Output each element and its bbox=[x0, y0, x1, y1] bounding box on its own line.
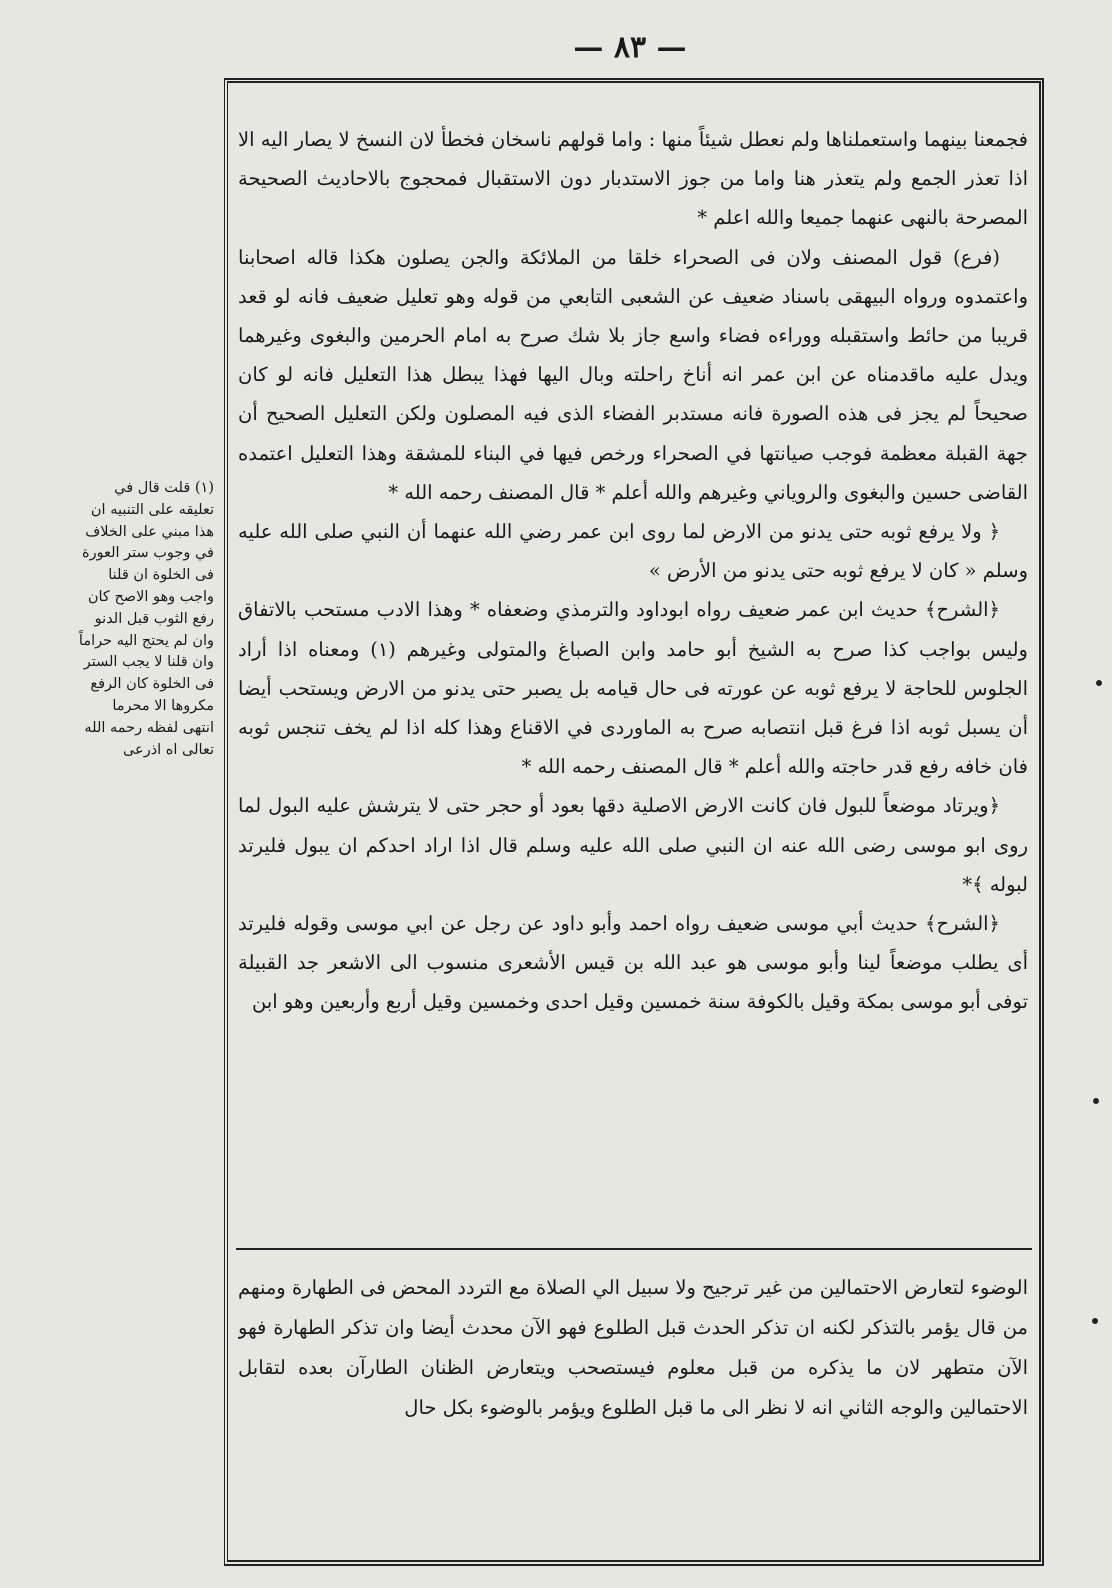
footer-commentary: الوضوء لتعارض الاحتمالين من غير ترجيح ولا سبيل الي الصلاة مع التردد المحض فى الطهارة ومنهم من قال يؤمر بالتذكر لكنه ان تذكر الحدث قبل الطلوع فهو الآن محدث أيضا وان تذكر الطهارة فهو الآن متطهر لان ما يذكره من قبل معلوم فيستصحب ويتعارض الظنان الطارآن بعده لتقابل الاحتمالين والوجه الثاني انه لا نظر الى ما قبل الطلوع ويؤمر بالوضوء بكل حال bbox=[238, 1276, 1028, 1419]
scan-speck bbox=[1096, 680, 1102, 686]
main-text-block bbox=[238, 120, 1028, 1230]
scan-speck bbox=[1093, 1098, 1099, 1104]
scan-speck bbox=[1092, 1318, 1098, 1324]
paragraph: ﴿الشرح﴾ حديث أبي موسى ضعيف رواه احمد وأبو داود عن رجل عن ابي موسى وقوله فليرتد أى يطلب موضعاً لينا وأبو موسى هو عبد الله بن قيس الأشعرى منسوب الى الاشعر جد القبيلة توفى أبو موسى بمكة وقيل بالكوفة سنة خمسين وقيل احدى وخمسين وقيل أربع وأربعين وهو ابن bbox=[238, 912, 1028, 1014]
footnote-separator bbox=[236, 1248, 1032, 1250]
page-number: — ٨٣ — bbox=[573, 30, 687, 65]
paragraph: ﴿ويرتاد موضعاً للبول فان كانت الارض الاصلية دقها بعود أو حجر حتى لا يترشش عليه البول لما روى ابو موسى رضى الله عنه ان النبي صلى الله عليه وسلم قال اذا اراد احدكم ان يبول فليرتد لبوله ﴾* bbox=[238, 794, 1028, 896]
paragraph: (فرع) قول المصنف ولان فى الصحراء خلقا من الملائكة والجن يصلون هكذا قاله اصحابنا واعتمدوه ورواه البيهقى باسناد ضعيف عن الشعبى التابعي من قوله وهو تعليل ضعيف فانه لو قعد قريبا من حائط واستقبله ووراءه فضاء واسع جاز بلا شك صرح به امام الحرمين والبغوى وغيرهما ويدل عليه ماقدمناه عن ابن عمر انه أناخ راحلته وبال اليها فهذا يبطل هذا التعليل فانه لو كان صحيحاً لم يجز فى هذه الصورة فانه مستدبر الفضاء الذى فيه المصلون ولكن التعليل الصحيح أن جهة القبلة معظمة فوجب صيانتها في الصحراء ورخص فيها في البناء للمشقة وهذا التعليل اعتمده القاضى حسين والبغوى والروياني وغيرهم والله أعلم * قال المصنف رحمه الله * bbox=[238, 245, 1028, 504]
paragraph: ﴿ ولا يرفع ثوبه حتى يدنو من الارض لما روى ابن عمر رضي الله عنهما أن النبي صلى الله عليه وسلم « كان لا يرفع ثوبه حتى يدنو من الأرض » bbox=[238, 520, 1028, 583]
paragraph: فجمعنا بينهما واستعملناها ولم نعطل شيئاً منها : واما قولهم ناسخان فخطأ لان النسخ لا يصار اليه الا اذا تعذر الجمع ولم يتعذر هنا واما من جوز الاستدبار دون الاستقبال فمحجوج بالاحاديث الصحيحة المصرحة بالنهى عنهما جميعا والله اعلم * bbox=[238, 128, 1028, 230]
paragraph: ﴿الشرح﴾ حديث ابن عمر ضعيف رواه ابوداود والترمذي وضعفاه * وهذا الادب مستحب بالاتفاق وليس بواجب كذا صرح به الشيخ أبو حامد وابن الصباغ والمتولى وغيرهم (١) ومعناه اذا أراد الجلوس للحاجة لا يرفع ثوبه عن عورته فى حال قيامه بل يصبر حتى يدنو من الارض ويستحب أيضا أن يسبل ثوبه اذا فرغ قبل انتصابه صرح به الماوردى في الاقناع وهذا كله اذا لم يخف تنجس ثوبه فان خافه رفع قدر حاجته والله أعلم * قال المصنف رحمه الله * bbox=[238, 598, 1028, 779]
margin-note: (١) قلت قال في تعليقه على التنبيه ان هذا مبني على الخلاف في وجوب ستر العورة فى الخلوة ان قلنا واجب وهو الاصح كان رفع الثوب قبل الدنو وان لم يحتج اليه حراماً وان قلنا لا يجب الستر فى الخلوة كان الرفع مكروها الا محرما انتهى لفظه رحمه الله تعالى اه اذرعى bbox=[78, 480, 214, 758]
